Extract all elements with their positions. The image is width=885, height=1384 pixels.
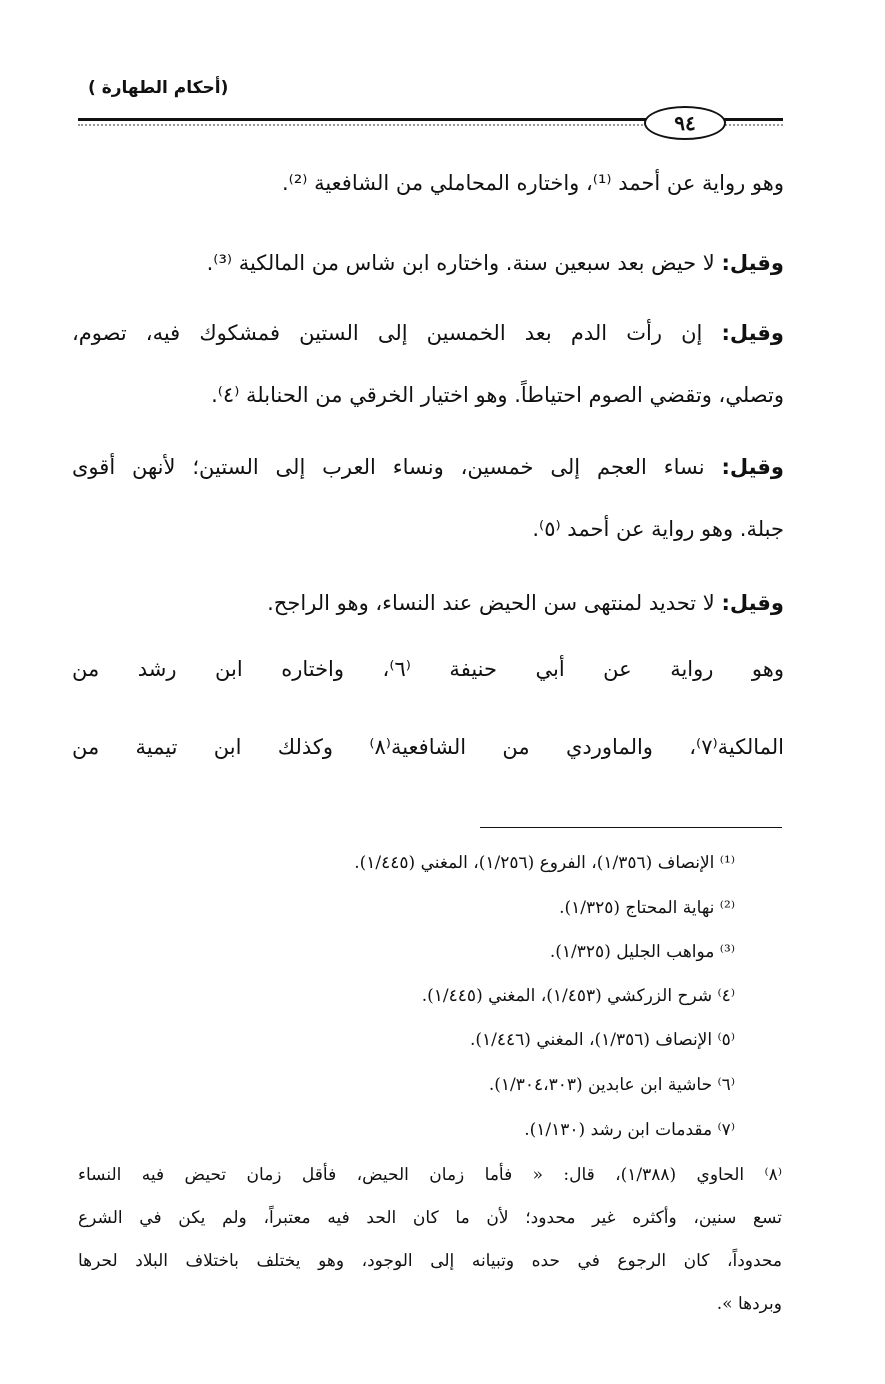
page-number-badge: ٩٤	[644, 106, 726, 140]
footnote-8-line-2: تسع سنين، وأكثره غير محدود؛ لأن ما كان الحد فيه معتبراً، ولم يكن في الشرع	[78, 1208, 782, 1228]
footnote-8-line-4: وبردها ».	[716, 1294, 782, 1314]
paragraph-lead: وقيل:	[721, 591, 784, 615]
footnote-1: ⁽¹⁾ الإنصاف (١/٣٥٦)، الفروع (١/٢٥٦)، المغني (١/٤٤٥).	[354, 853, 735, 873]
paragraph-6-line-1: وهو رواية عن أبي حنيفة ⁽٦⁾، واختاره ابن رشد من	[72, 657, 784, 681]
running-header-title: (أحكام الطهارة )	[88, 78, 229, 98]
footnote-8-line-1: ⁽٨⁾ الحاوي (١/٣٨٨)، قال: « فأما زمان الحيض، فأقل زمان تحيض فيه النساء	[78, 1165, 782, 1185]
paragraph-lead: وقيل:	[721, 251, 784, 275]
paragraph-6-line-2: المالكية⁽٧⁾، والماوردي من الشافعية⁽٨⁾ وكذلك ابن تيمية من	[72, 735, 785, 759]
paragraph-2	[72, 248, 784, 278]
paragraph-lead: وقيل:	[721, 321, 784, 345]
paragraph-3-line-1	[72, 318, 784, 348]
footnote-6: ⁽٦⁾ حاشية ابن عابدين (١/٣٠٤،٣٠٣).	[488, 1075, 735, 1095]
paragraph-text: لا حيض بعد سبعين سنة. واختاره ابن شاس من المالكية ⁽³⁾.	[206, 251, 722, 275]
footnote-2: ⁽²⁾ نهاية المحتاج (١/٣٢٥).	[559, 898, 735, 918]
footnote-3: ⁽³⁾ مواهب الجليل (١/٣٢٥).	[549, 942, 735, 962]
footnote-5: ⁽٥⁾ الإنصاف (١/٣٥٦)، المغني (١/٤٤٦).	[469, 1030, 735, 1050]
paragraph-4-line-2: جبلة. وهو رواية عن أحمد ⁽٥⁾.	[532, 517, 784, 541]
paragraph-1: وهو رواية عن أحمد ⁽¹⁾، واختاره المحاملي من الشافعية ⁽²⁾.	[281, 171, 784, 195]
paragraph-4-line-1	[72, 452, 784, 482]
footnote-7: ⁽٧⁾ مقدمات ابن رشد (١/١٣٠).	[524, 1120, 735, 1140]
paragraph-text: لا تحديد لمنتهى سن الحيض عند النساء، وهو الراجح.	[267, 591, 722, 615]
paragraph-lead: وقيل:	[721, 455, 784, 479]
paragraph-5	[72, 588, 784, 618]
paragraph-text: إن رأت الدم بعد الخمسين إلى الستين فمشكوك فيه، تصوم،	[72, 321, 722, 345]
footnote-8-line-3: محدوداً، كان الرجوع في حده وتبيانه إلى الوجود، وهو يختلف باختلاف البلاد لحرها	[78, 1251, 782, 1271]
footnote-4: ⁽٤⁾ شرح الزركشي (١/٤٥٣)، المغني (١/٤٤٥).	[421, 986, 735, 1006]
paragraph-text: نساء العجم إلى خمسين، ونساء العرب إلى الستين؛ لأنهن أقوى	[72, 455, 722, 479]
footnote-separator	[480, 827, 782, 828]
paragraph-3-line-2: وتصلي، وتقضي الصوم احتياطاً. وهو اختيار الخرقي من الحنابلة ⁽٤⁾.	[211, 383, 784, 407]
